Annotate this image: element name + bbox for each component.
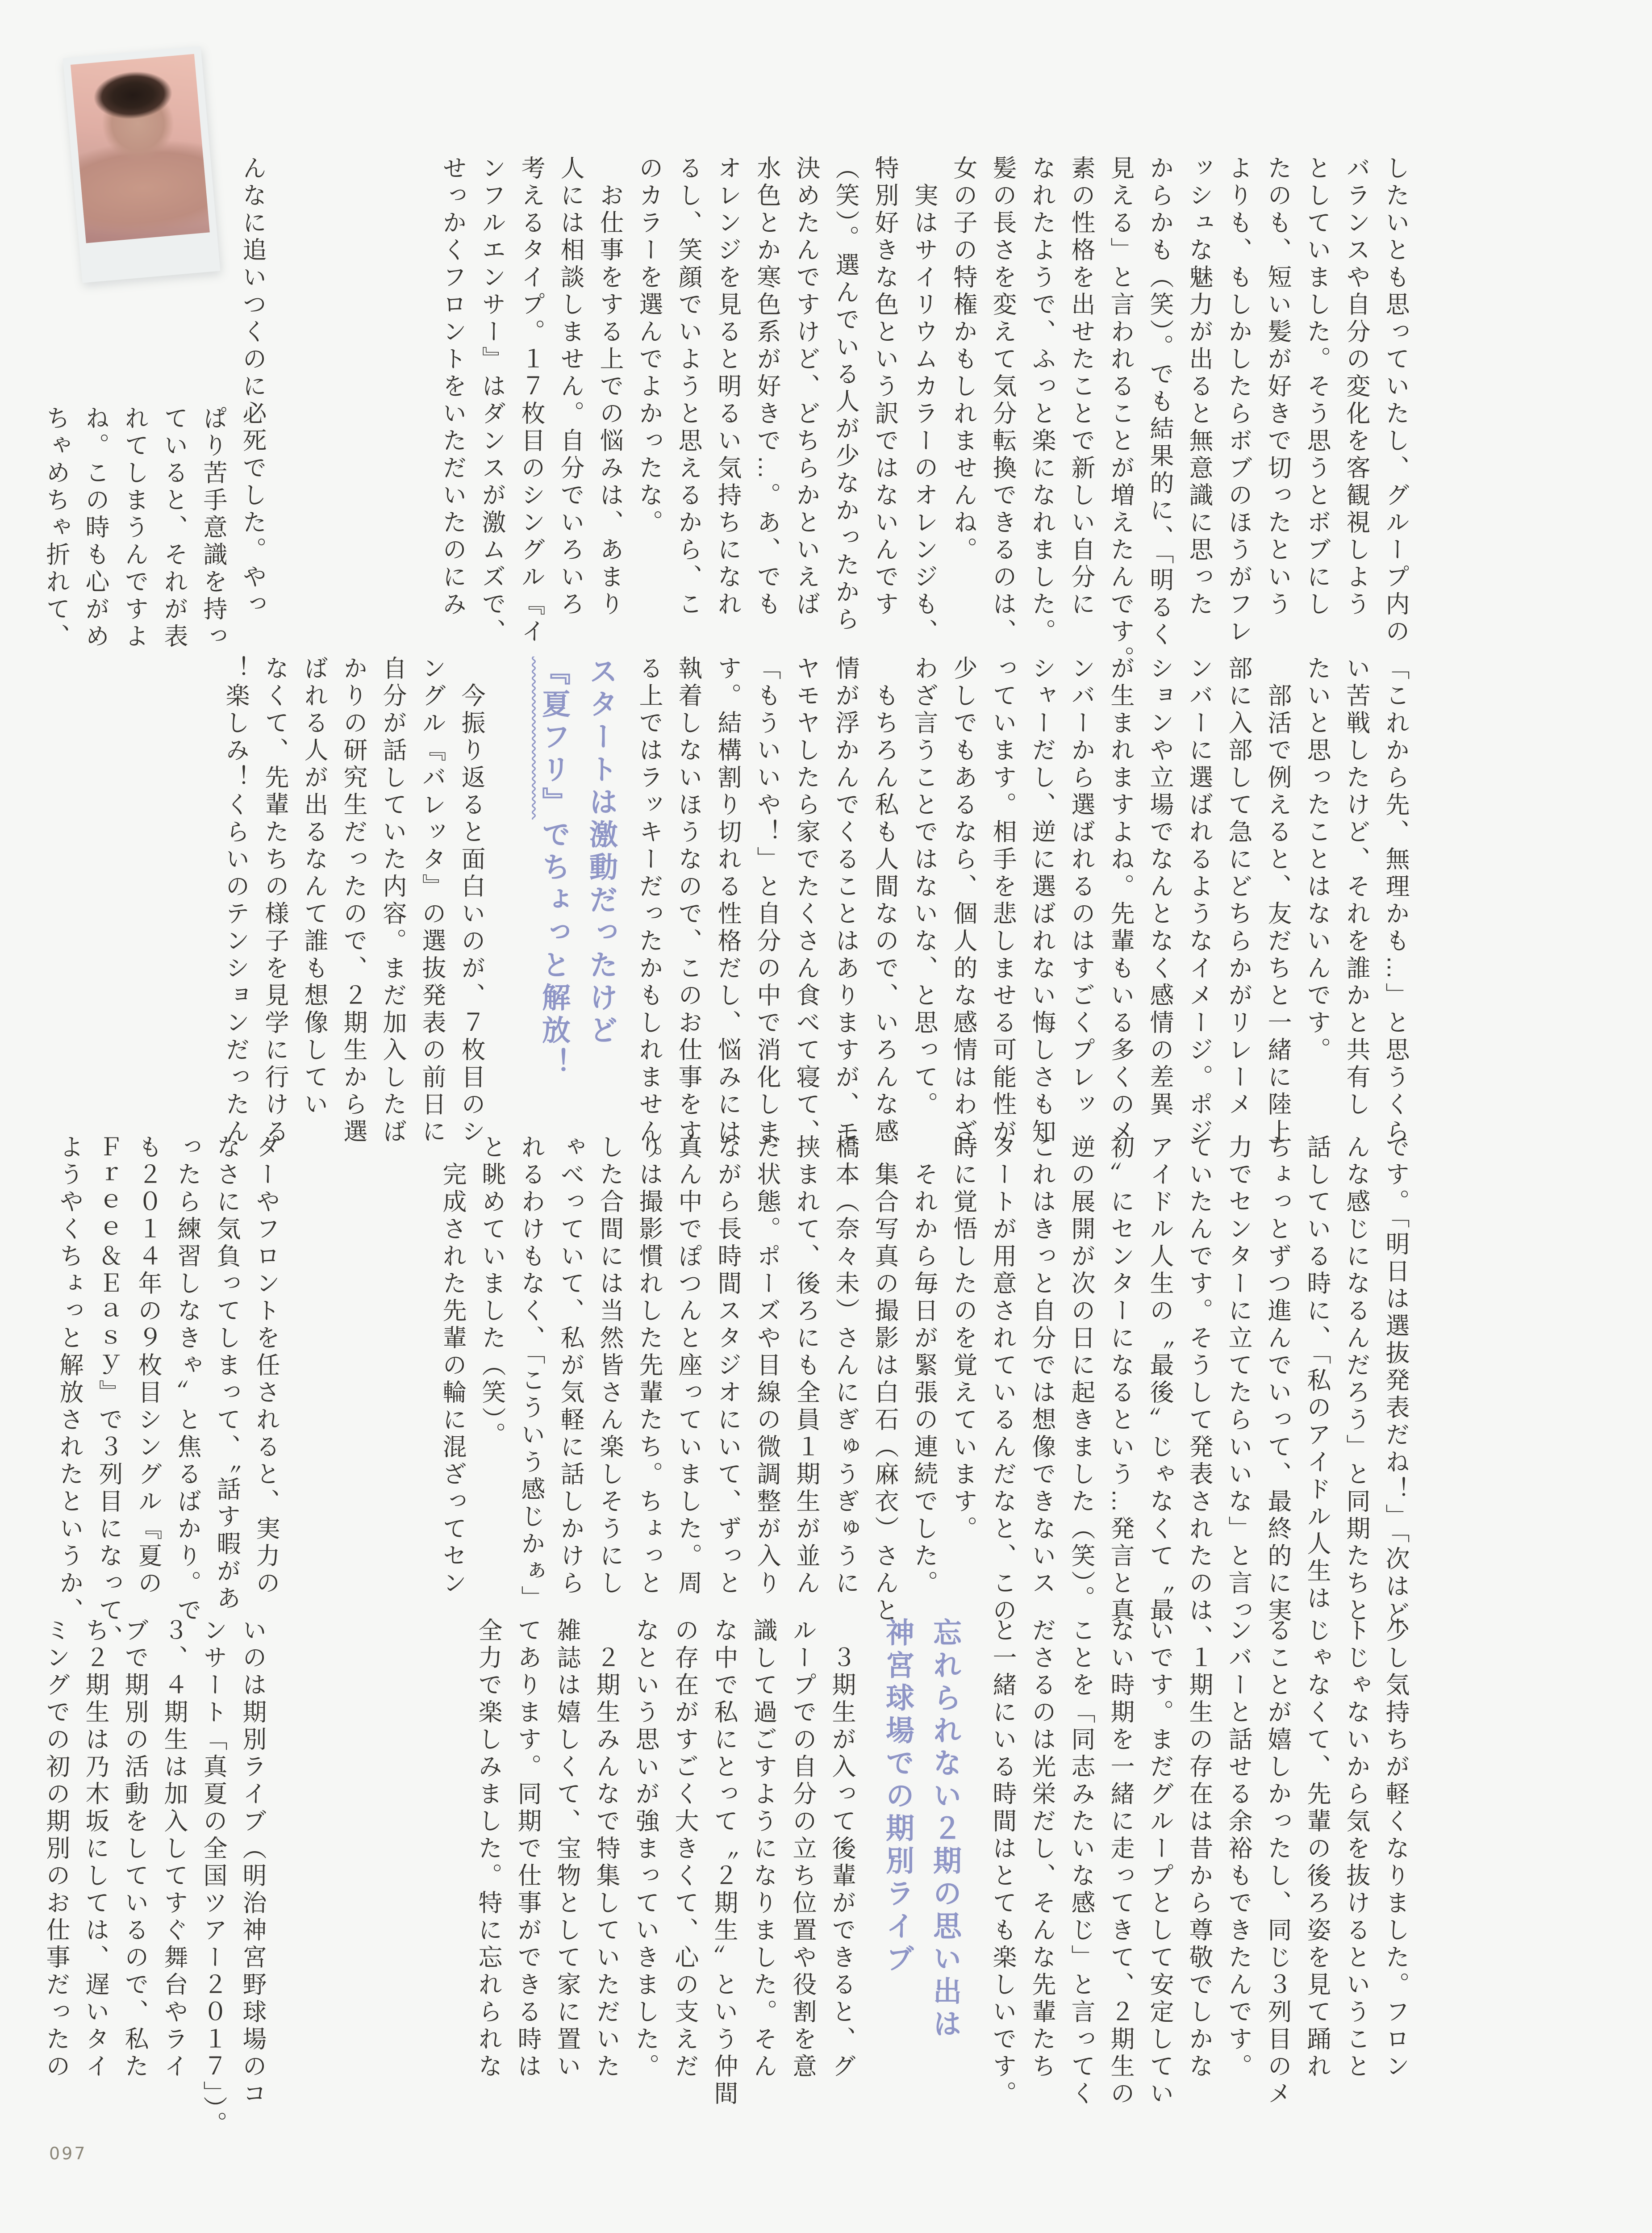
text-column: なさに気負ってしまって、〝話す暇があ bbox=[213, 1134, 240, 1613]
text-column: ることが嬉しかったし、同じ３列目のメ bbox=[1264, 1618, 1291, 2108]
text-column: ていると、それが表 bbox=[161, 406, 188, 651]
text-column: ブで期別の活動をしているので、私た bbox=[121, 1618, 148, 2081]
text-column: ミングでの初の期別のお仕事だったの bbox=[43, 1618, 70, 2081]
text-band-2-left bbox=[216, 656, 491, 1218]
text-column: 部活で例えると、友だちと一緒に陸上 bbox=[1264, 656, 1291, 1146]
text-column: 完成された先輩の輪に混ざってセン bbox=[439, 1134, 466, 1597]
text-column: ち２期生は乃木坂にしては、遅いタイ bbox=[82, 1618, 109, 2081]
text-column: ない時期を一緒に走ってきて、２期生の bbox=[1107, 1618, 1134, 2108]
text-column: ンバーから選ばれるのはすごくプレッ bbox=[1068, 656, 1095, 1119]
text-column: 初〟にセンターになるという…発言と真 bbox=[1107, 1134, 1134, 1625]
text-column: したいとも思っていたし、グループ内の bbox=[1382, 155, 1409, 646]
text-column: オレンジを見ると明るい気持ちになれ bbox=[714, 155, 741, 619]
text-band-2-main bbox=[630, 656, 1415, 1218]
text-column: 真ん中でぽつんと座っていました。周 bbox=[675, 1134, 702, 1597]
text-column: 水色とか寒色系が好きで…。あ、でも bbox=[754, 155, 780, 619]
text-column: ２期生みんなで特集していただいた bbox=[593, 1618, 620, 2081]
text-column: なという思いが強まっていきました。 bbox=[632, 1618, 659, 2081]
text-band-4-mid bbox=[469, 1618, 862, 2180]
text-column: っています。相手を悲しませる可能性が bbox=[989, 656, 1016, 1146]
text-column: れてしまうんですよ bbox=[121, 406, 148, 651]
text-column: 執着しないほうなので、このお仕事をす bbox=[675, 656, 702, 1146]
text-column: ループでの自分の立ち位置や役割を意 bbox=[789, 1618, 816, 2081]
text-column: せっかくフロントをいただいたのにみ bbox=[439, 155, 466, 619]
text-column: ションや立場でなんとなく感情の差異 bbox=[1147, 656, 1173, 1119]
text-column: ださるのは光栄だし、そんな先輩たち bbox=[1029, 1618, 1055, 2081]
text-column: 女の子の特権かもしれませんね。 bbox=[950, 155, 977, 564]
text-column: たいと思ったことはないんです。 bbox=[1304, 656, 1331, 1064]
text-column: ていたんです。そうして発表されたのは、 bbox=[1186, 1134, 1213, 1652]
section-heading-line: 神宮球場での期別ライブ bbox=[882, 1618, 914, 1976]
text-column: ターやフロントを任されると、実力の bbox=[253, 1134, 280, 1597]
text-column: よりも、もしかしたらボブのほうがフレ bbox=[1225, 155, 1252, 646]
text-column: ンバーに選ばれるようなイメージ。ポジ bbox=[1186, 656, 1213, 1146]
text-column: 見える」と言われることが増えたんです。 bbox=[1107, 155, 1134, 673]
text-column: 識して過ごすようになりました。そん bbox=[750, 1618, 777, 2081]
text-column: も２０１４年の９枚目シングル『夏の bbox=[135, 1134, 162, 1597]
text-column: ばれる人が出るなんて誰も想像してい bbox=[301, 656, 328, 1119]
text-column: い苦戦したけど、それを誰かと共有し bbox=[1343, 656, 1370, 1119]
text-column: した合間には当然皆さん楽しそうにし bbox=[597, 1134, 623, 1597]
text-column: ンフルエンサー』はダンスが激ムズで、 bbox=[479, 155, 505, 646]
text-band-1-main bbox=[433, 155, 1415, 718]
text-column: （笑）。選んでいる人が少なかったから bbox=[832, 155, 859, 634]
text-column: ようやくちょっと解放されたというか、 bbox=[56, 1134, 83, 1625]
text-column: 特別好きな色という訳ではないんです bbox=[872, 155, 898, 619]
text-column: ヤモヤしたら家でたくさん食べて寝て、 bbox=[793, 656, 820, 1146]
text-column: る上ではラッキーだったかもしれません。 bbox=[636, 656, 663, 1173]
text-column: す。結構割り切れる性格だし、悩みには bbox=[714, 656, 741, 1146]
text-column: と眺めていました（笑）。 bbox=[479, 1134, 505, 1449]
text-column: トじゃないから気を抜けるということ bbox=[1343, 1618, 1370, 2081]
text-column: それから毎日が緊張の連続でした。 bbox=[911, 1134, 938, 1597]
text-column: れるわけもなく、「こういう感じかぁ」 bbox=[518, 1134, 545, 1613]
text-band-4-left bbox=[37, 1618, 272, 2180]
text-column: タートが用意されているんだなと、この bbox=[989, 1134, 1016, 1625]
text-column: るし、笑顔でいようと思えるから、こ bbox=[675, 155, 702, 619]
text-column: ゃべっていて、私が気軽に話しかけら bbox=[557, 1134, 584, 1597]
text-column: んなに追いつくのに必死でした。やっ bbox=[239, 155, 266, 619]
text-band-4-main bbox=[983, 1618, 1415, 2180]
section-heading-line: 忘れられない２期の思い出は bbox=[929, 1618, 961, 2041]
text-column: いのは期別ライブ（明治神宮野球場のコ bbox=[239, 1618, 266, 2108]
text-column: ンバーと話せる余裕もできたんです。 bbox=[1225, 1618, 1252, 2081]
text-column: としていました。そう思うとボブにし bbox=[1304, 155, 1331, 619]
text-column: 自分が話していた内容。まだ加入したば bbox=[380, 656, 406, 1146]
text-column: なれたようで、ふっと楽になれました。 bbox=[1029, 155, 1055, 646]
text-column: 雑誌は嬉しくて、宝物として家に置い bbox=[554, 1618, 580, 2081]
text-column: 今振り返ると面白いのが、７枚目のシ bbox=[458, 656, 485, 1146]
text-column: んな感じになるんだろう」と同期たちと bbox=[1343, 1134, 1370, 1625]
text-column: だ状態。ポーズや目線の微調整が入り bbox=[754, 1134, 780, 1597]
text-column: １期生の存在は昔から尊敬でしかな bbox=[1186, 1618, 1213, 2081]
text-column: いです。まだグループとして安定してい bbox=[1147, 1618, 1173, 2108]
text-column: 時に覚悟したのを覚えています。 bbox=[950, 1134, 977, 1543]
text-column: ングル『バレッタ』の選抜発表の前日に bbox=[419, 656, 446, 1146]
text-column: 髪の長さを変えて気分転換できるのは、 bbox=[989, 155, 1016, 646]
text-column: ぱり苦手意識を持っ bbox=[200, 406, 227, 651]
text-column: じゃなくて、先輩の後ろ姿を見て踊れ bbox=[1304, 1618, 1331, 2081]
text-column: アイドル人生の〝最後〟じゃなくて〝最 bbox=[1147, 1134, 1173, 1625]
text-column: が生まれますよね。先輩もいる多くのメ bbox=[1107, 656, 1134, 1146]
text-column: ちょっとずつ進んでいって、最終的に実 bbox=[1264, 1134, 1291, 1625]
text-column: もちろん私も人間なので、いろんな感 bbox=[872, 656, 898, 1146]
text-column: 情が浮かんでくることはありますが、モ bbox=[832, 656, 859, 1146]
text-column: ッシュな魅力が出ると無意識に思った bbox=[1186, 155, 1213, 619]
page-number: 097 bbox=[49, 2144, 87, 2163]
text-column: 人には相談しません。自分でいろいろ bbox=[557, 155, 584, 619]
text-column: てあります。同期で仕事ができる時は bbox=[514, 1618, 541, 2081]
text-column: りは撮影慣れした先輩たち。ちょっと bbox=[636, 1134, 663, 1597]
text-column: 「これから先、無理かも…」と思うくら bbox=[1382, 656, 1409, 1146]
text-column: からかも（笑）。でも結果的に、「明るく bbox=[1147, 155, 1173, 649]
text-column: バランスや自分の変化を客観視しよう bbox=[1343, 155, 1370, 619]
text-column: シャーだし、逆に選ばれない悔しさも知 bbox=[1029, 656, 1055, 1146]
heading-decorated-title: 『夏フリ』 bbox=[538, 657, 570, 820]
text-column: 話している時に、「私のアイドル人生は bbox=[1304, 1134, 1331, 1613]
text-column: 集合写真の撮影は白石（麻衣）さんと bbox=[872, 1134, 898, 1625]
text-column: 挟まれて、後ろにも全員１期生が並ん bbox=[793, 1134, 820, 1597]
text-column: わざ言うことではないな、と思って。 bbox=[911, 656, 938, 1119]
section-heading-jingu bbox=[874, 1618, 969, 2180]
text-column: ね。この時も心がめ bbox=[82, 406, 109, 651]
text-column: お仕事をする上での悩みは、あまり bbox=[597, 155, 623, 619]
text-column: 全力で楽しみました。特に忘れられな bbox=[475, 1618, 502, 2081]
text-column: な中で私にとって〝２期生〟という仲間 bbox=[711, 1618, 738, 2108]
text-column: のカラーを選んでよかったな。 bbox=[636, 155, 663, 537]
text-column: ことを「同志みたいな感じ」と言ってく bbox=[1068, 1618, 1095, 2108]
text-column: Ｆｒｅｅ＆Ｅａｓｙ』で３列目になって、 bbox=[96, 1134, 122, 1652]
text-column: かりの研究生だったので、２期生から選 bbox=[340, 656, 367, 1146]
text-column: ちゃめちゃ折れて、 bbox=[43, 406, 70, 651]
text-column: 橋本（奈々未）さんにぎゅうぎゅうに bbox=[832, 1134, 859, 1597]
text-column: の存在がすごく大きくて、心の支えだ bbox=[672, 1618, 698, 2081]
text-column: 力でセンターに立てたらいいな」と言っ bbox=[1225, 1134, 1252, 1625]
text-column: ！楽しみ！くらいのテンションだったん bbox=[222, 656, 249, 1146]
text-column: これはきっと自分では想像できないス bbox=[1029, 1134, 1055, 1597]
text-column: 素の性格を出せたことで新しい自分に bbox=[1068, 155, 1095, 619]
text-column: と一緒にいる時間はとても楽しいです。 bbox=[989, 1618, 1016, 2108]
text-column: 逆の展開が次の日に起きました（笑）。 bbox=[1068, 1134, 1095, 1613]
text-column: 実はサイリウムカラーのオレンジも、 bbox=[911, 155, 938, 646]
text-band-3-main bbox=[433, 1134, 1415, 1697]
text-band-1-left bbox=[37, 155, 272, 718]
text-band-3-left bbox=[50, 1134, 286, 1697]
section-heading-line: スタートは激動だったけど bbox=[585, 657, 617, 1048]
text-column: 「もういいや！」と自分の中で消化しま bbox=[754, 656, 780, 1146]
text-column: 少しでもあるなら、個人的な感情はわざ bbox=[950, 656, 977, 1146]
text-column: です。「明日は選抜発表だね！」「次はど bbox=[1382, 1134, 1409, 1628]
text-column: たのも、短い髪が好きで切ったという bbox=[1264, 155, 1291, 619]
text-column: 考えるタイプ。１７枚目のシングル『イ bbox=[518, 155, 545, 646]
heading-line-rest: でちょっと解放！ bbox=[538, 820, 570, 1080]
text-column: 決めたんですけど、どちらかといえば bbox=[793, 155, 820, 619]
text-column: ３期生が入って後輩ができると、グ bbox=[829, 1618, 855, 2081]
text-column: ながら長時間スタジオにいて、ずっと bbox=[714, 1134, 741, 1597]
text-column: ったら練習しなきゃ〟と焦るばかり。で bbox=[174, 1134, 201, 1625]
text-column: 部に入部して急にどちらかがリレーメ bbox=[1225, 656, 1252, 1119]
text-column: ンサート「真夏の全国ツアー２０１７」）。 bbox=[200, 1618, 227, 2138]
text-column: なくて、先輩たちの様子を見学に行ける bbox=[262, 656, 288, 1146]
text-column: ３、４期生は加入してすぐ舞台やライ bbox=[161, 1618, 188, 2081]
text-column: 少し気持ちが軽くなりました。フロン bbox=[1382, 1618, 1409, 2081]
